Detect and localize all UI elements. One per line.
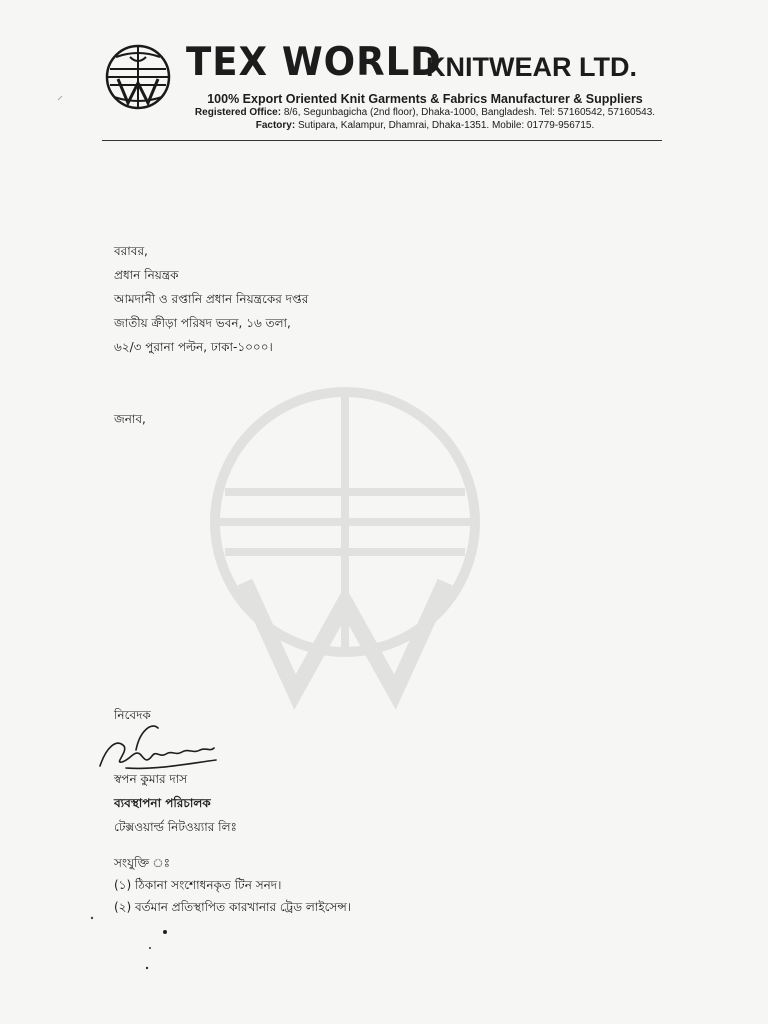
factory-address: [180, 119, 670, 132]
enclosure-item: (২) বর্তমান প্রতিস্থাপিত কারখানার ট্রেড লাইসেন্স।: [114, 900, 352, 914]
company-tagline: 100% Export Oriented Knit Garments & Fabrics Manufacturer & Suppliers: [207, 92, 643, 106]
factory-label: Factory:: [255, 120, 296, 131]
company-logo-icon: [104, 43, 172, 111]
signatory-company: টেক্সওয়ার্ল্ড নিটওয়্যার লিঃ: [114, 820, 237, 834]
addressee-address: ৬২/৩ পুরানা পল্টন, ঢাকা-১০০০।: [114, 340, 273, 354]
letterhead-divider: [102, 140, 662, 141]
company-brand: [186, 40, 637, 85]
brand-name: TEX WORLD: [186, 40, 442, 85]
signatory-name: স্বপন কুমার দাস: [114, 772, 188, 786]
brand-suffix: KNITWEAR LTD.: [426, 52, 637, 82]
signatory-designation: ব্যবস্থাপনা পরিচালক: [114, 796, 211, 810]
addressee-to: বরাবর,: [114, 244, 148, 258]
factory-text: Sutipara, Kalampur, Dhamrai, Dhaka-1351. Mobile: 01779-956715.: [297, 120, 595, 131]
addressee-office: আমদানী ও রপ্তানি প্রধান নিয়ন্ত্রকের দপ্তর: [114, 292, 309, 306]
registered-office: [180, 106, 670, 119]
registered-office-label: Registered Office:: [194, 107, 282, 118]
enclosure-item: (১) ঠিকানা সংশোধনকৃত টিন সনদ।: [114, 878, 282, 892]
greeting: জনাব,: [114, 412, 146, 426]
addressee-title: প্রধান নিয়ন্ত্রক: [114, 268, 179, 282]
letterhead-details: [180, 92, 670, 132]
registered-office-text: 8/6, Segunbagicha (2nd floor), Dhaka-1000, Bangladesh. Tel: 57160542, 57160543.: [283, 107, 656, 118]
watermark-logo-icon: [205, 372, 485, 712]
signature-mark: [96, 720, 236, 780]
addressee-building: জাতীয় ক্রীড়া পরিষদ ভবন, ১৬ তলা,: [114, 316, 291, 330]
signoff-label: নিবেদক: [114, 708, 151, 722]
enclosures-label: সংযুক্তি ঃ: [114, 856, 171, 870]
